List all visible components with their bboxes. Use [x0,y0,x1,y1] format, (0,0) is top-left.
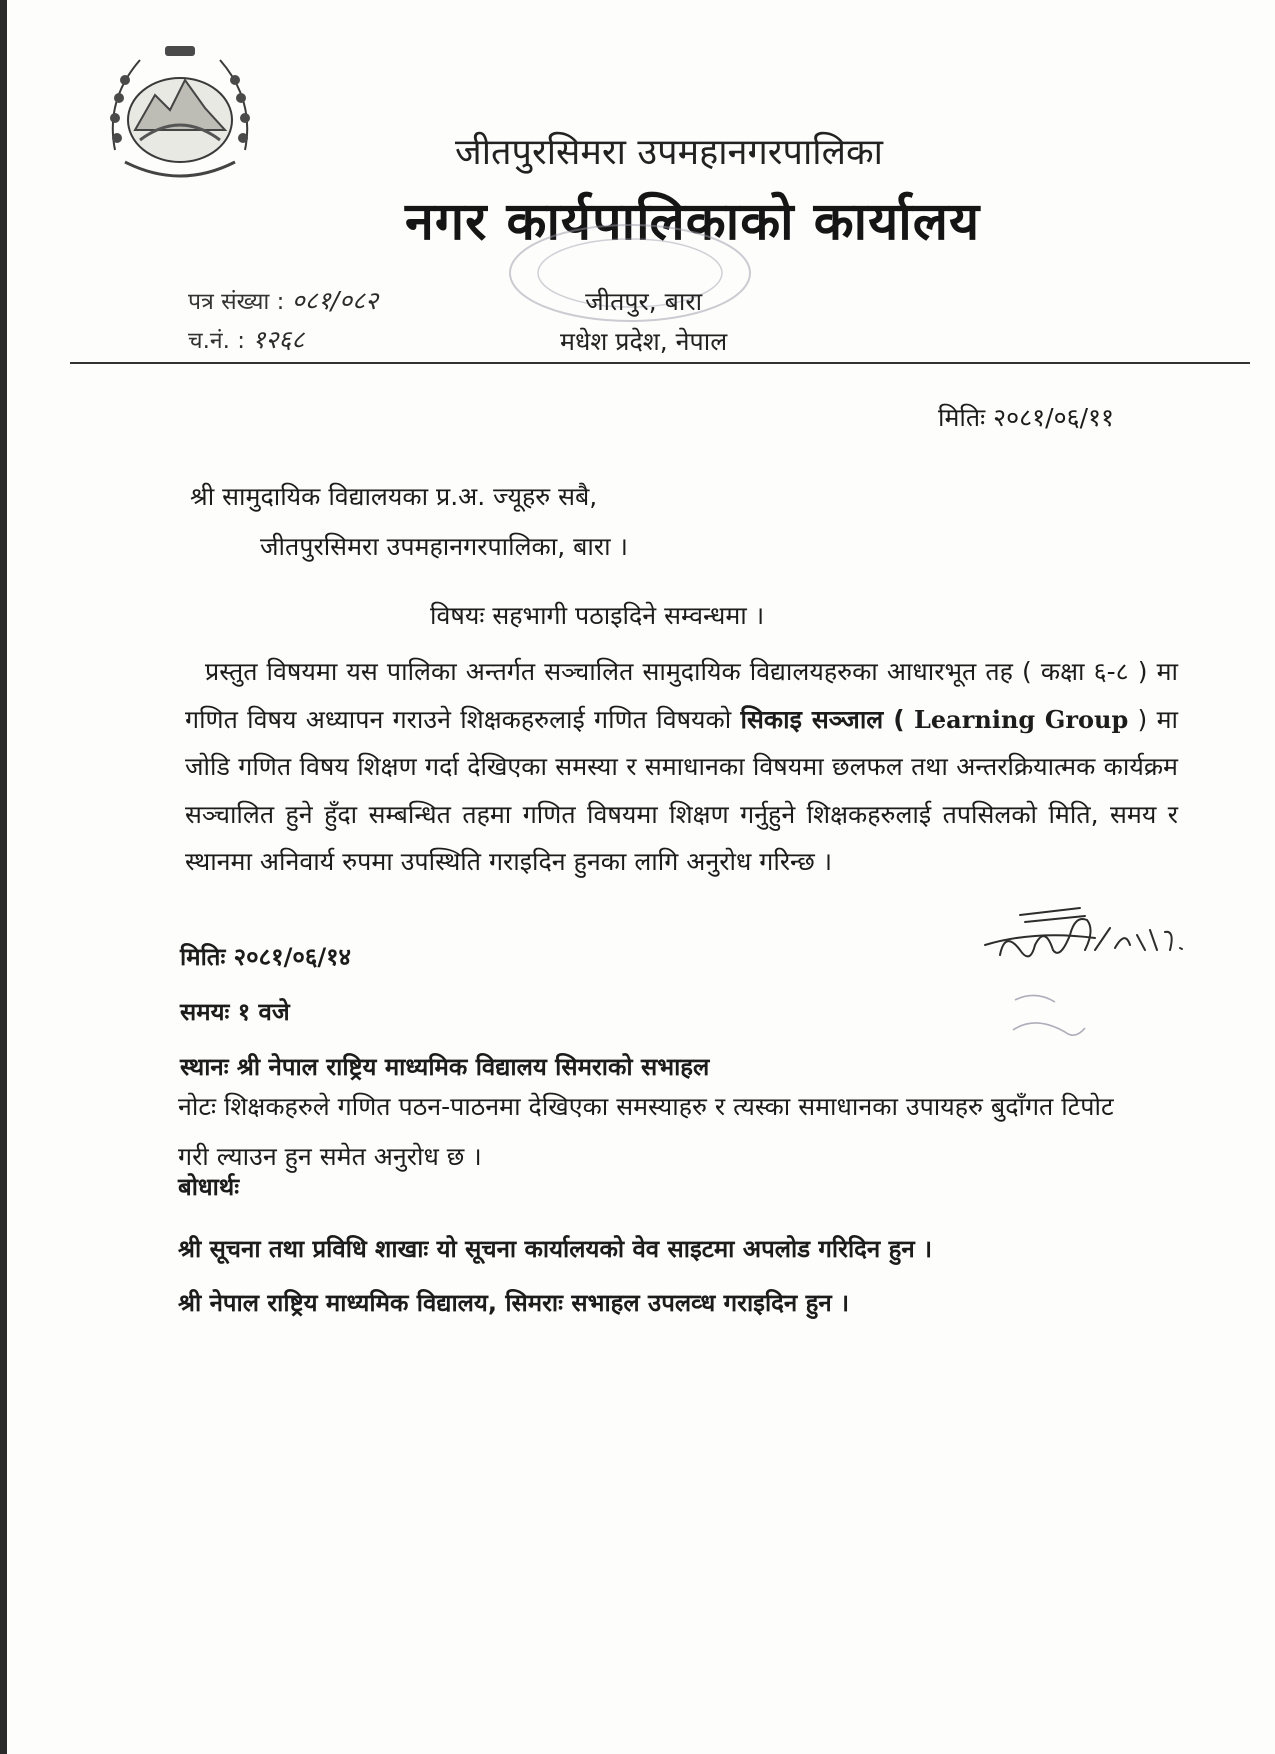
cc-item: श्री सूचना तथा प्रविधि शाखाः यो सूचना कार्यालयको वेव साइटमा अपलोड गरिदिन हुन । [178,1235,933,1263]
recipient-block [190,472,628,572]
body-bold-term: सिकाइ सञ्जाल ( [740,704,905,734]
event-time: समयः १ वजे [180,998,290,1026]
dispatch-value: १२६८ [252,325,305,354]
event-place: स्थानः श्री नेपाल राष्ट्रिय माध्यमिक विद्यालय सिमराको सभाहल [180,1053,710,1081]
municipality-name: जीतपुरसिमरा उपमहानगरपालिका [455,132,883,173]
cc-list [178,1222,932,1330]
letter-reference-block [188,282,378,360]
office-name: नगर कार्यपालिकाको कार्यालय [405,192,981,252]
office-address [560,282,727,362]
signature-icon [975,890,1225,1065]
reference-value: ०८१/०८२ [291,286,379,315]
body-latin-term: Learning Group [914,704,1129,734]
body-part-2: ) मा जोडि गणित विषय शिक्षण गर्दा देखिएका समस्या र समाधानका विषयमा छलफल तथा अन्तरक्रियात्मक कार्यक्रम सञ्चालित हुने हुँदा सम्बन्धित तहमा गणित विषयमा शिक्षण गर्नुहुने शिक्षकहरुलाई तपसिलको मिति, समय र स्थानमा अनिवार्य रुपमा उपस्थिति गराइदिन हुनका लागि अनुरोध गरिन्छ । [185,704,1179,876]
scan-left-edge [0,0,7,1754]
recipient-line-1: श्री सामुदायिक विद्यालयका प्र.अ. ज्यूहरु सबै, [190,482,598,511]
address-line-2: मधेश प्रदेश, नेपाल [560,327,728,356]
letter-note: नोटः शिक्षकहरुले गणित पठन-पाठनमा देखिएका समस्याहरु र त्यस्का समाधानका उपायहरु बुदाँगत टिपोट गरी ल्याउन हुन समेत अनुरोध छ । [178,1092,1114,1171]
letter-date: मितिः २०८१/०६/११ [938,403,1114,432]
event-date: मितिः २०८१/०६/१४ [180,943,352,971]
letter-body [185,648,1178,886]
cc-item: श्री नेपाल राष्ट्रिय माध्यमिक विद्यालय, सिमराः सभाहल उपलव्ध गराइदिन हुन । [178,1289,850,1317]
dispatch-number-row [188,321,378,360]
reference-label: पत्र संख्या : [188,289,285,315]
dispatch-label: च.नं. : [188,328,246,354]
header-divider [70,362,1250,364]
event-details [180,930,709,1095]
recipient-line-2: जीतपुरसिमरा उपमहानगरपालिका, बारा । [260,532,628,561]
address-line-1: जीतपुर, बारा [585,287,703,316]
cc-label: बोधार्थः [178,1173,240,1201]
body-part-1: प्रस्तुत विषयमा यस पालिका अन्तर्गत सञ्चालित सामुदायिक विद्यालयहरुका आधारभूत तह ( कक्षा ६-८ ) मा गणित विषय अध्यापन गराउने शिक्षकहरुलाई गणित विषयको [185,657,1178,734]
reference-number-row [188,282,378,321]
letter-subject: विषयः सहभागी पठाइदिने सम्वन्धमा । [430,601,765,630]
nepal-emblem-icon [95,40,265,190]
